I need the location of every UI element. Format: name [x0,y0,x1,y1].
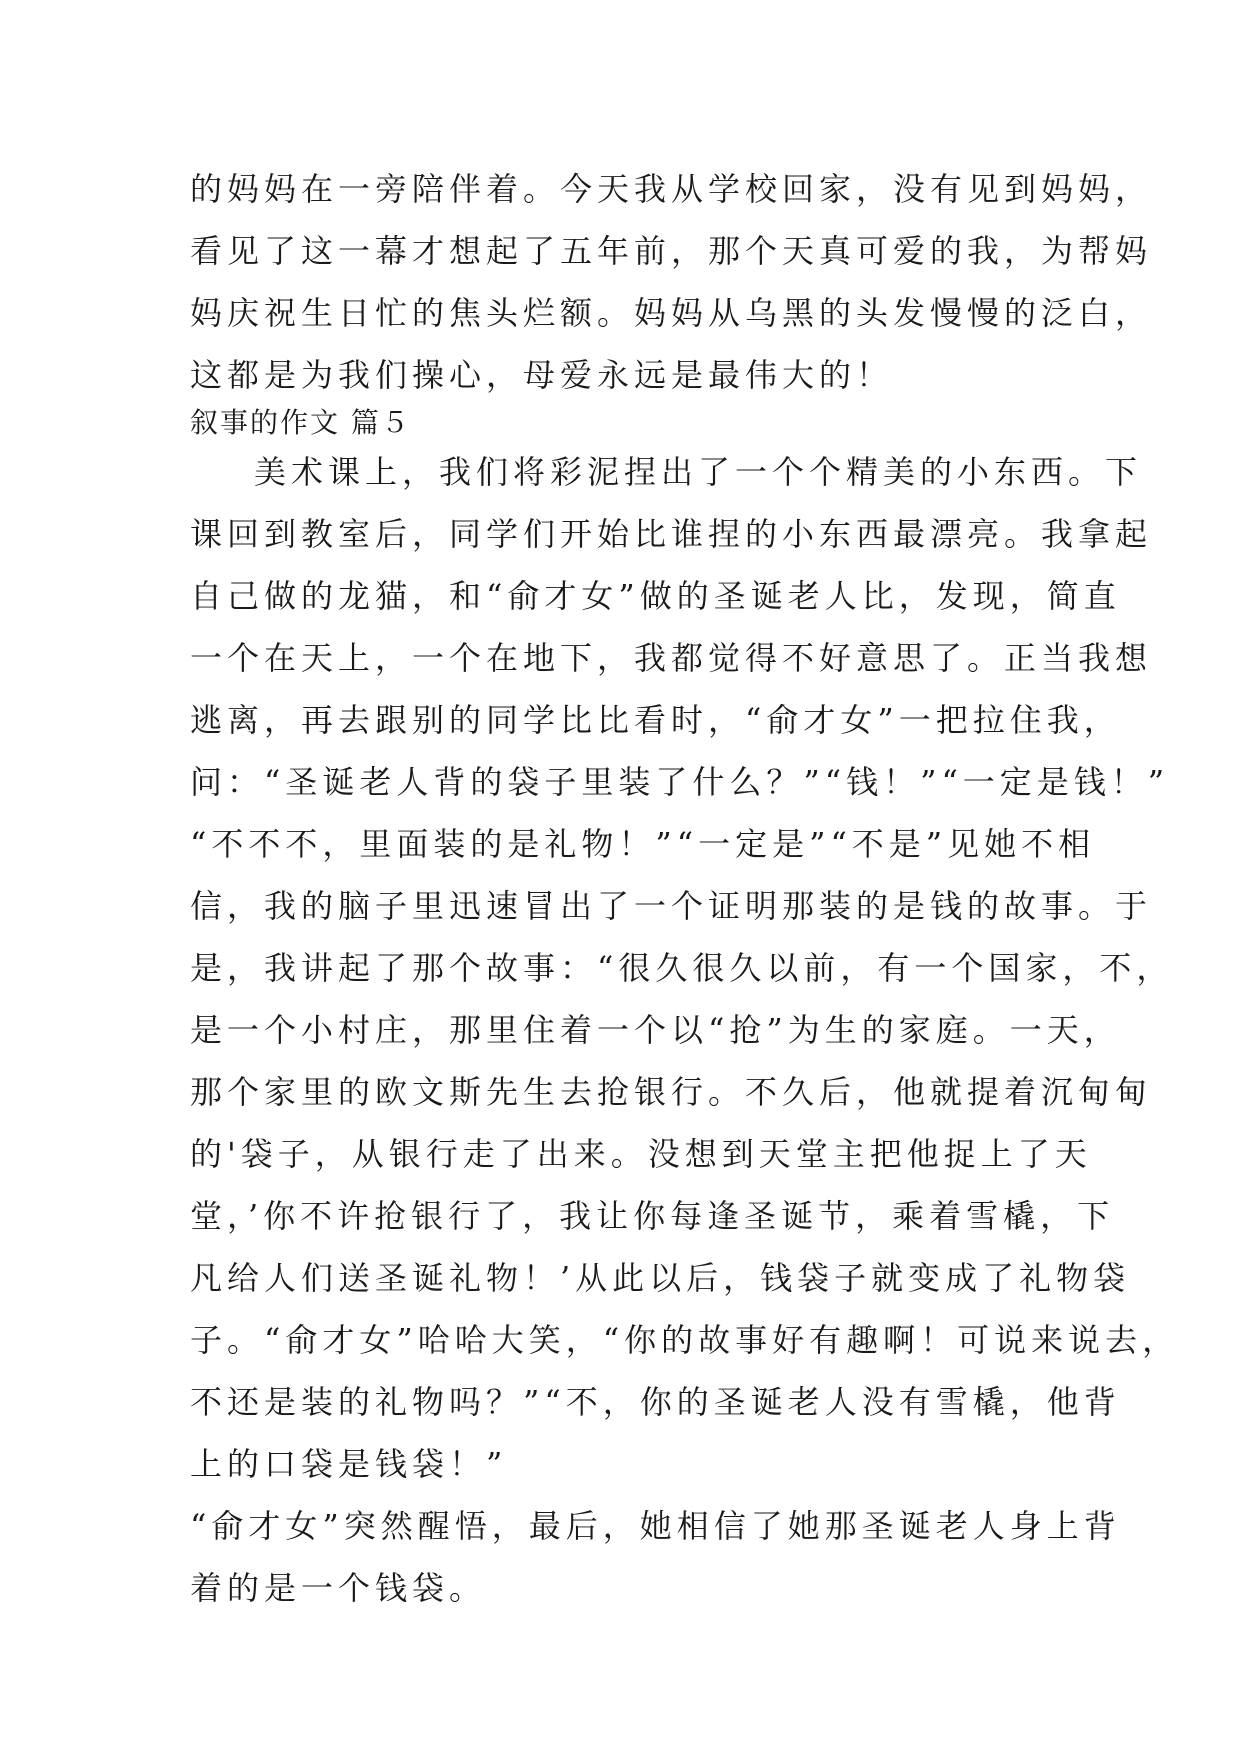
text-line: 着的是一个钱袋。 [190,1569,487,1607]
text-line: 妈庆祝生日忙的焦头烂额。妈妈从乌黑的头发慢慢的泛白， [190,294,1153,332]
text-line: 不还是装的礼物吗？”“不，你的圣诞老人没有雪橇，他背 [190,1383,1121,1421]
text-line: “不不不，里面装的是礼物！”“一定是”“不是”见她不相 [190,825,1096,863]
text-line: 逃离，再去跟别的同学比比看时，“俞才女”一把拉住我， [190,701,1121,739]
text-line: 问：“圣诞老人背的袋子里装了什么？”“钱！”“一定是钱！” [190,763,1170,801]
text-line: 课回到教室后，同学们开始比谁捏的小东西最漂亮。我拿起 [190,515,1153,553]
text-line: 的'袋子，从银行走了出来。没想到天堂主把他捉上了天 [190,1135,1092,1173]
text-line: 的妈妈在一旁陪伴着。今天我从学校回家，没有见到妈妈， [190,170,1153,208]
text-line: 一个在天上，一个在地下，我都觉得不好意思了。正当我想 [190,639,1153,677]
section-heading: 叙事的作文 篇５ [190,406,411,439]
text-line: 看见了这一幕才想起了五年前，那个天真可爱的我，为帮妈 [190,232,1153,270]
text-line: 堂，’你不许抢银行了，我让你每逢圣诞节，乘着雪橇，下 [190,1197,1115,1235]
text-line: 是一个小村庄，那里住着一个以“抢”为生的家庭。一天， [190,1011,1121,1049]
text-line: 自己做的龙猫，和“俞才女”做的圣诞老人比，发现，简直 [190,577,1121,615]
text-line: 信，我的脑子里迅速冒出了一个证明那装的是钱的故事。于 [190,887,1153,925]
text-line: 上的口袋是钱袋！” [190,1445,508,1483]
text-line: 凡给人们送圣诞礼物！’从此以后，钱袋子就变成了礼物袋 [190,1259,1131,1297]
text-line: 这都是为我们操心，母爱永远是最伟大的！ [190,356,894,394]
text-line: 美术课上，我们将彩泥捏出了一个个精美的小东西。下 [254,453,1143,491]
text-line: 那个家里的欧文斯先生去抢银行。不久后，他就提着沉甸甸 [190,1073,1153,1111]
text-line: 子。“俞才女”哈哈大笑，“你的故事好有趣啊！可说来说去， [190,1321,1180,1359]
text-line: “俞才女”突然醒悟，最后，她相信了她那圣诞老人身上背 [190,1507,1121,1545]
text-line: 是，我讲起了那个故事：“很久很久以前，有一个国家，不， [190,949,1174,987]
